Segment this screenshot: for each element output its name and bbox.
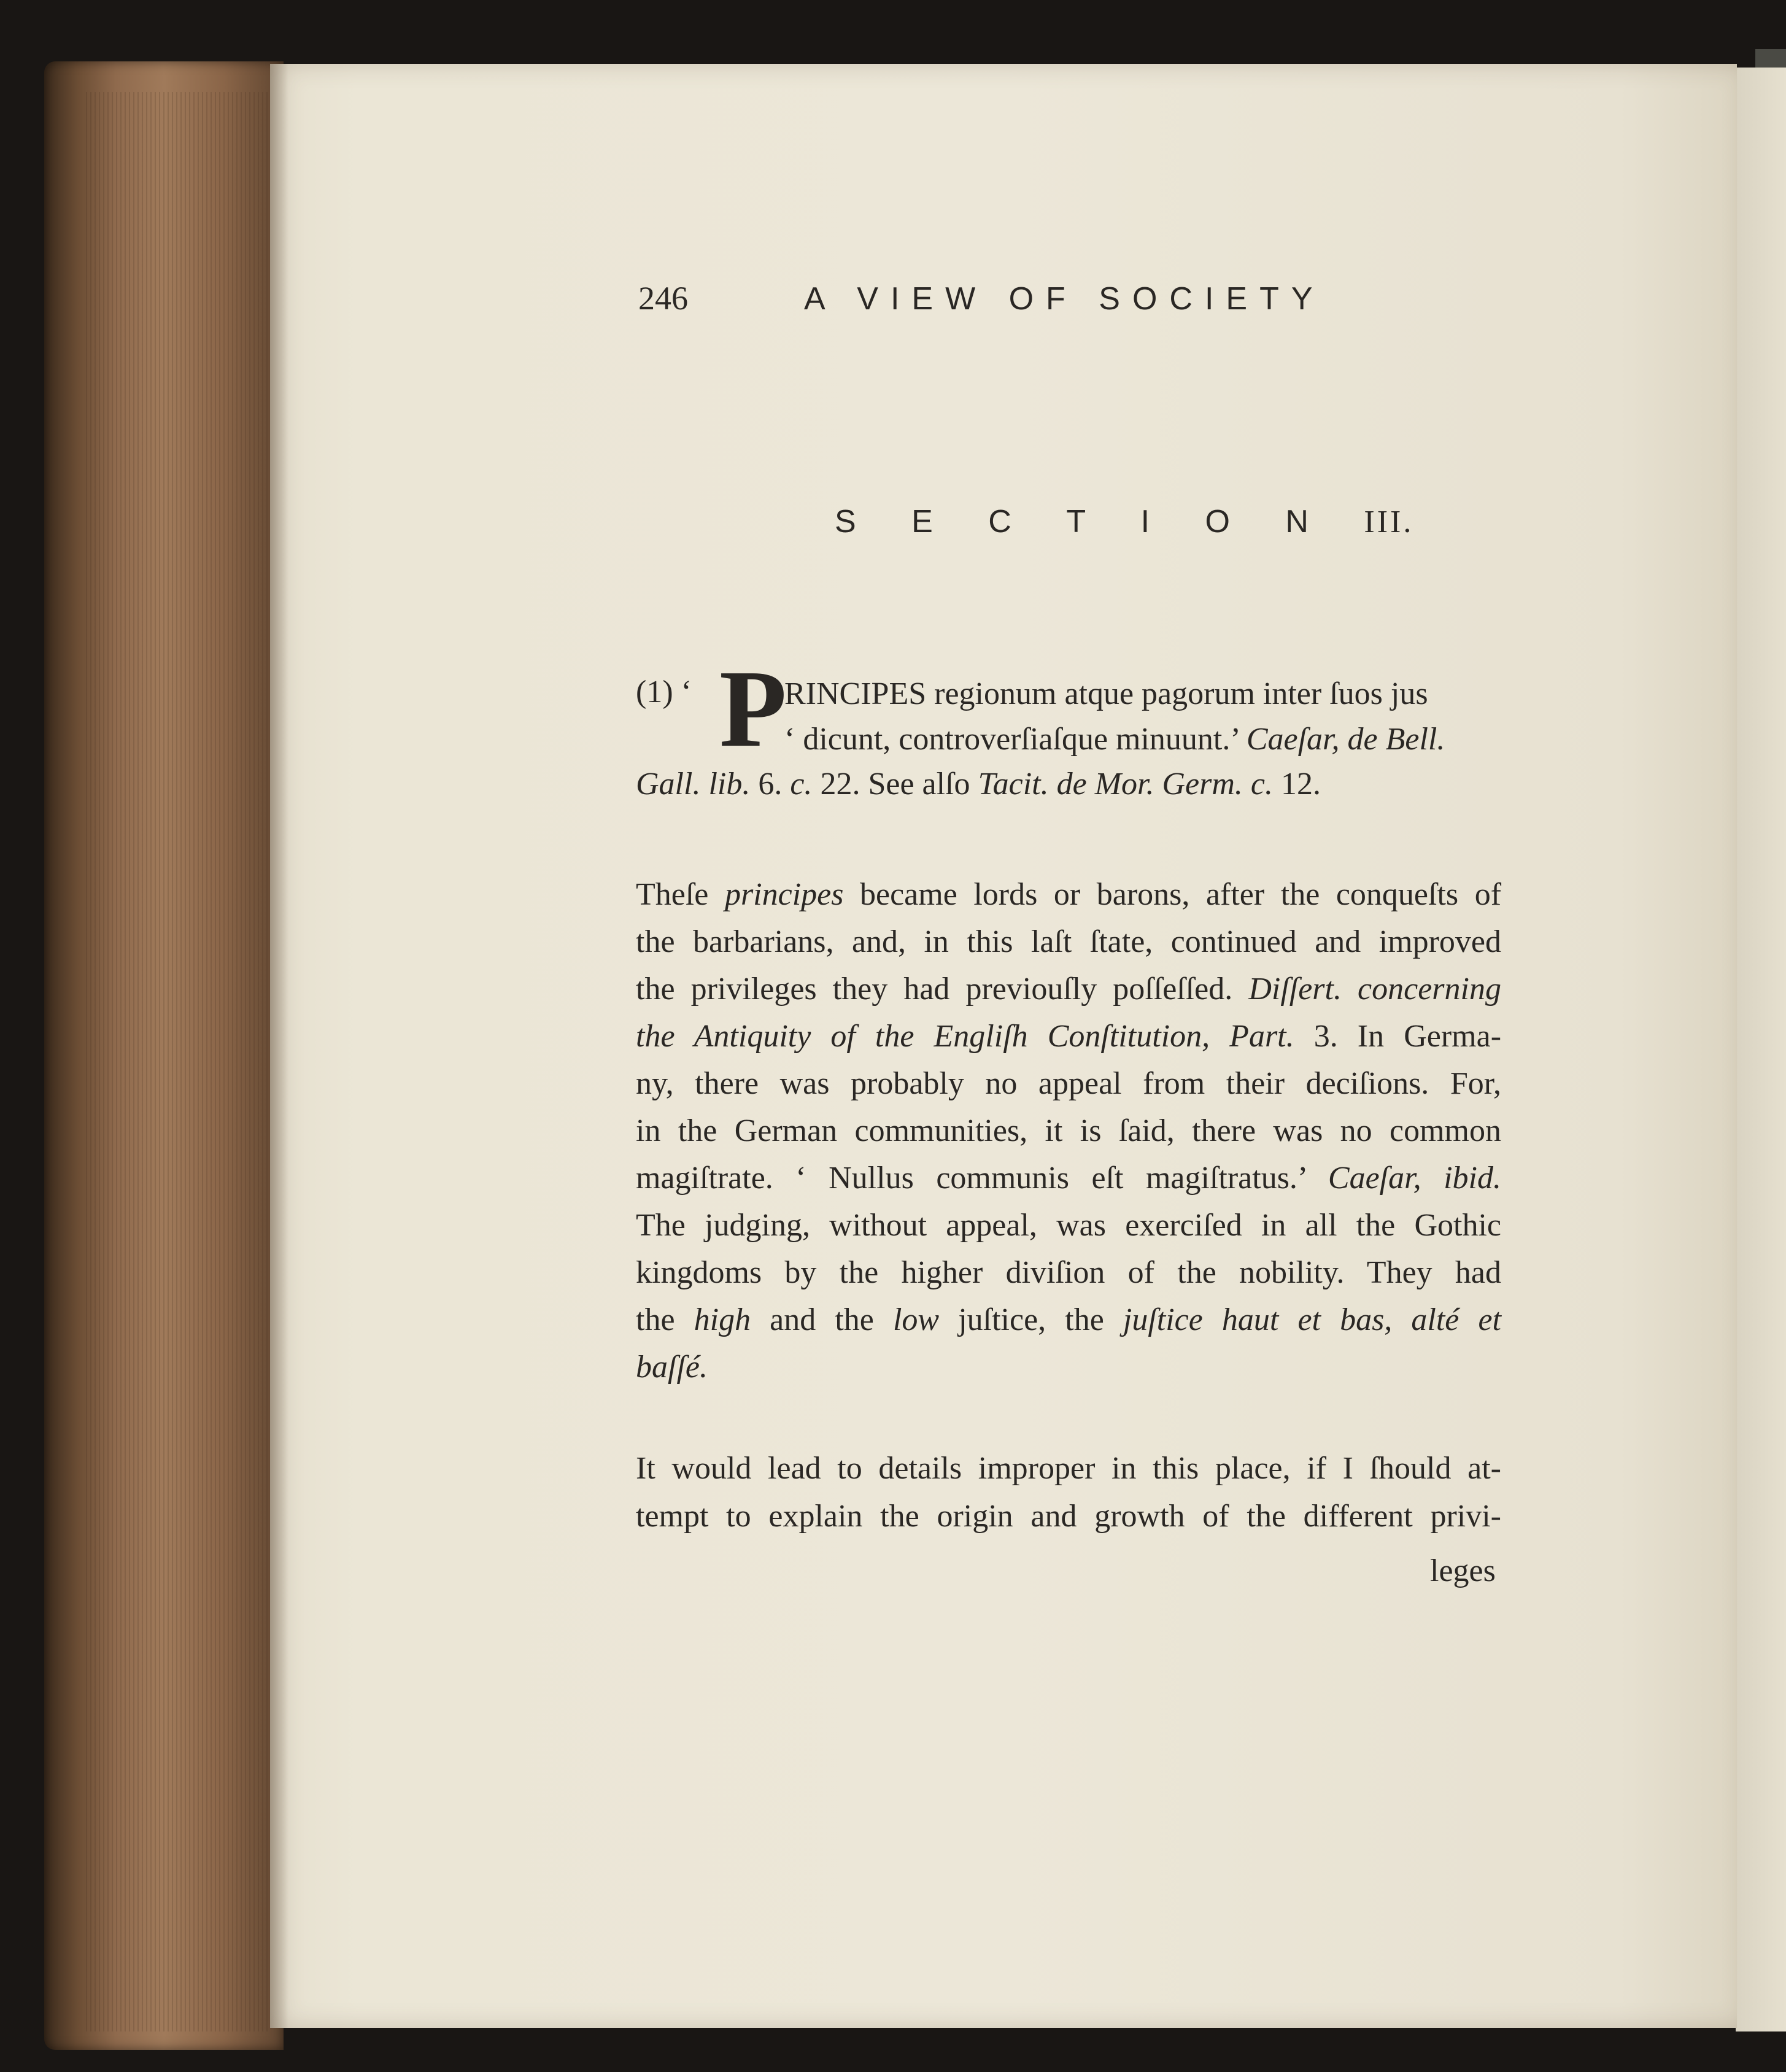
italic-text: c.	[790, 767, 813, 802]
roman-text: became lords or barons, after the conqueſts of	[843, 877, 1502, 912]
italic-text: juſtice haut et bas, alté et	[1123, 1302, 1501, 1337]
italic-text: low	[892, 1302, 940, 1337]
roman-text: ny, there was probably no appeal from their deciſions. For,	[636, 1066, 1501, 1101]
facing-page-sliver	[1736, 68, 1786, 2031]
roman-text: It would lead to details improper in this place, if I ſhould at-	[636, 1451, 1501, 1486]
text-line	[784, 674, 1499, 714]
text-line	[636, 875, 1501, 915]
text-line	[636, 764, 1360, 805]
note-number: (1) ‘	[636, 675, 692, 709]
page-number: 246	[638, 280, 688, 317]
running-head	[638, 279, 1393, 328]
roman-text: RINCIPES regionum atque pagorum inter ſuos jus	[784, 676, 1428, 711]
roman-text: ‘ dicunt, controverſiaſque minuunt.’	[784, 722, 1247, 757]
italic-text: Diſſert. concerning	[1248, 972, 1501, 1007]
roman-text: the privileges they had previouſly poſſeſſed.	[636, 972, 1249, 1007]
italic-text: Caeſar, de Bell.	[1246, 722, 1445, 757]
roman-text: 12.	[1273, 767, 1321, 802]
roman-text: 3. In Germa-	[1294, 1019, 1502, 1054]
roman-text: kingdoms by the higher diviſion of the nobility. They had	[636, 1255, 1501, 1290]
italic-text: Tacit. de Mor. Germ. c.	[978, 767, 1273, 802]
text-line	[636, 1448, 1501, 1489]
italic-text: baſſé.	[636, 1350, 708, 1385]
roman-text: Theſe	[636, 877, 725, 912]
text-line	[636, 1064, 1501, 1104]
text-line	[636, 1347, 1501, 1388]
section-heading	[835, 503, 1413, 540]
text-line	[636, 922, 1501, 962]
roman-text: 22. See alſo	[812, 767, 978, 802]
text-line	[636, 1016, 1501, 1057]
roman-text: The judging, without appeal, was exerciſed in all the Gothic	[636, 1208, 1501, 1243]
italic-text: Caeſar, ibid.	[1328, 1161, 1501, 1196]
section-label: S E C T I O N	[835, 504, 1332, 539]
roman-text: the barbarians, and, in this laſt ſtate, continued and improved	[636, 924, 1501, 959]
roman-text: 6.	[750, 767, 791, 802]
roman-text: and the	[751, 1302, 893, 1337]
italic-text: high	[694, 1302, 751, 1337]
page-edge-texture	[86, 92, 270, 2031]
italic-text: principes	[724, 877, 844, 912]
text-line	[636, 1300, 1501, 1340]
section-numeral: III.	[1364, 504, 1414, 539]
text-line	[636, 1496, 1501, 1537]
roman-text: magiſtrate. ‘ Nullus communis eſt magiſtratus.’	[636, 1161, 1328, 1196]
text-line	[636, 1158, 1501, 1199]
text-line	[636, 1111, 1501, 1151]
catchword: leges	[1430, 1553, 1496, 1588]
running-title: A VIEW OF SOCIETY	[804, 281, 1325, 317]
roman-text: juſtice, the	[939, 1302, 1123, 1337]
roman-text: the	[636, 1302, 694, 1337]
text-line	[784, 719, 1499, 760]
roman-text: in the German communities, it is ſaid, there was no common	[636, 1113, 1501, 1148]
roman-text: tempt to explain the origin and growth of the different privi-	[636, 1499, 1501, 1534]
italic-text: the Antiquity of the Engliſh Conſtitution, Part.	[636, 1019, 1294, 1054]
page-binding-shadow	[270, 64, 288, 2028]
text-line	[636, 969, 1501, 1010]
text-line	[636, 1253, 1501, 1293]
drop-cap: P	[719, 648, 787, 770]
text-line	[636, 1205, 1501, 1246]
italic-text: Gall. lib.	[636, 767, 751, 802]
